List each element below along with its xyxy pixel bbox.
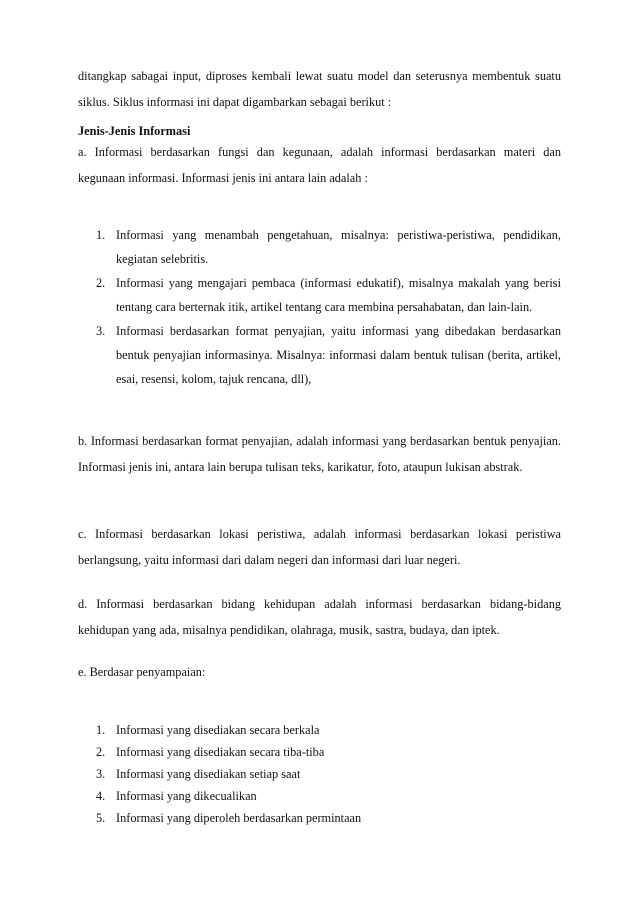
section-a-list: [78, 223, 561, 391]
list-number: 3.: [96, 324, 106, 338]
section-c-paragraph: c. Informasi berdasarkan lokasi peristiwa, adalah informasi berdasarkan lokasi peristiwa berlangsung, yaitu informasi dari dalam negeri dan informasi dari luar negeri.: [78, 527, 561, 567]
section-d-paragraph: d. Informasi berdasarkan bidang kehidupan adalah informasi berdasarkan bidang-bidang kehidupan yang ada, misalnya pendidikan, olahraga, musik, sastra, budaya, dan iptek.: [78, 597, 561, 637]
section-b-paragraph: b. Informasi berdasarkan format penyajian, adalah informasi yang berdasarkan bentuk penyajian. Informasi jenis ini, antara lain berupa tulisan teks, karikatur, foto, ataupun lukisan abstrak.: [78, 434, 561, 474]
list-number: 1.: [96, 723, 106, 737]
list-number: 2.: [96, 276, 106, 290]
list-item: [78, 785, 561, 807]
list-item-text: Informasi yang dikecualikan: [116, 789, 257, 803]
list-item: [78, 741, 561, 763]
list-item-text: Informasi yang disediakan setiap saat: [116, 767, 301, 781]
list-item-text: Informasi yang disediakan secara berkala: [116, 723, 320, 737]
list-item-text: Informasi yang diperoleh berdasarkan permintaan: [116, 811, 362, 825]
list-item: [78, 223, 561, 271]
list-item-text: Informasi berdasarkan format penyajian, yaitu informasi yang dibedakan berdasarkan bentuk penyajian informasinya. Misalnya: informasi dalam bentuk tulisan (berita, artikel, esai, resensi, kolom, tajuk rencana, dll),: [116, 324, 561, 386]
list-number: 1.: [96, 228, 106, 242]
list-item: [78, 807, 561, 829]
section-e-list: [78, 719, 561, 829]
section-heading: Jenis-Jenis Informasi: [78, 124, 191, 138]
list-item: [78, 319, 561, 391]
section-e-paragraph: e. Berdasar penyampaian:: [78, 665, 206, 679]
list-item-text: Informasi yang disediakan secara tiba-tiba: [116, 745, 325, 759]
list-item-text: Informasi yang mengajari pembaca (informasi edukatif), misalnya makalah yang berisi tentang cara berternak itik, artikel tentang cara membina persahabatan, dan lain-lain.: [116, 276, 561, 314]
list-number: 2.: [96, 745, 106, 759]
section-a-paragraph: a. Informasi berdasarkan fungsi dan kegunaan, adalah informasi berdasarkan materi dan kegunaan informasi. Informasi jenis ini antara lain adalah :: [78, 145, 561, 185]
list-number: 3.: [96, 767, 106, 781]
list-item: [78, 271, 561, 319]
list-item-text: Informasi yang menambah pengetahuan, misalnya: peristiwa-peristiwa, pendidikan, kegiatan selebritis.: [116, 228, 561, 266]
intro-paragraph: ditangkap sabagai input, diproses kembali lewat suatu model dan seterusnya membentuk suatu siklus. Siklus informasi ini dapat digambarkan sebagai berikut :: [78, 69, 561, 109]
list-item: [78, 719, 561, 741]
list-item: [78, 763, 561, 785]
list-number: 4.: [96, 789, 106, 803]
list-number: 5.: [96, 811, 106, 825]
